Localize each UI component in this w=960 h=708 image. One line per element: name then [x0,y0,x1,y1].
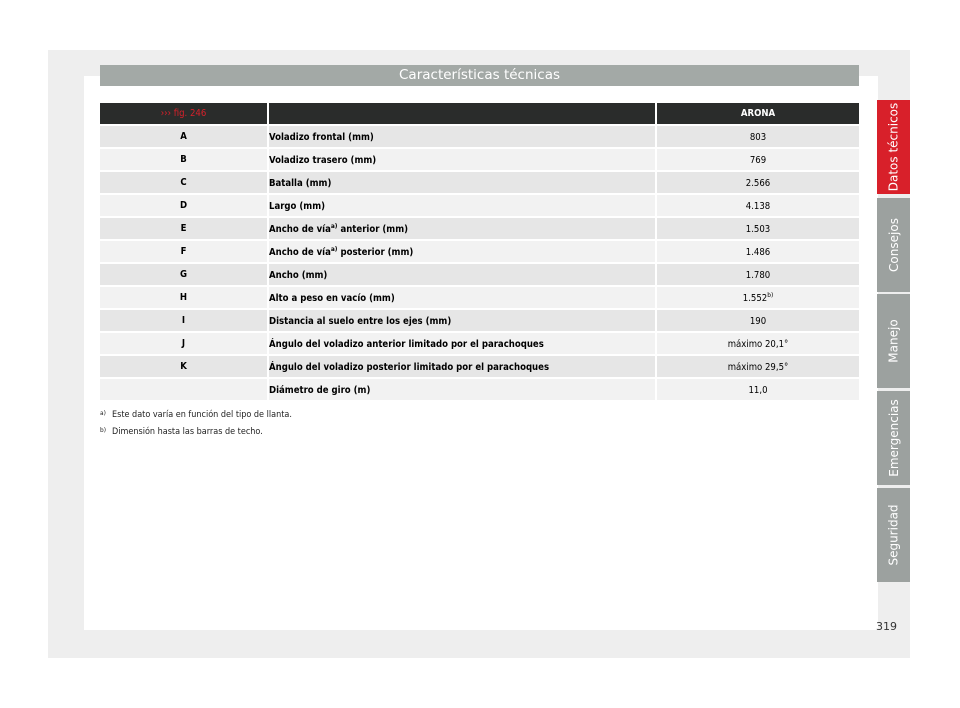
description-text: Voladizo frontal (mm) [269,132,374,143]
dimension-description [269,195,657,216]
dimension-key: E [100,218,269,239]
side-tab-label: Emergencias [886,399,901,477]
dimension-value [657,333,859,354]
value-text: 11,0 [748,385,768,396]
description-header [269,103,657,124]
value-text: 190 [749,316,767,327]
description-text: Alto a peso en vacío (mm) [269,293,395,304]
description-text-suffix: anterior (mm) [337,224,409,235]
dimension-key: H [100,287,269,308]
description-text: Ancho de vía [269,247,331,258]
section-title: Características técnicas [100,65,859,86]
table-row [100,310,859,331]
specs-table [100,101,859,402]
page-number: 319 [876,620,897,633]
dimension-description [269,172,657,193]
table-row [100,264,859,285]
value-text: 4.138 [745,201,771,212]
side-tab-label: Datos técnicos [886,102,901,192]
dimension-value [657,310,859,331]
value-text: 1.486 [745,247,771,258]
description-text: Diámetro de giro (m) [269,385,371,396]
dimension-key: C [100,172,269,193]
table-row [100,241,859,262]
description-text: Ángulo del voladizo anterior limitado por el parachoques [269,339,544,350]
dimension-value [657,264,859,285]
description-text: Distancia al suelo entre los ejes (mm) [269,316,452,327]
table-row [100,379,859,400]
table-row [100,218,859,239]
dimension-description [269,356,657,377]
dimension-key: J [100,333,269,354]
footnote-text: Este dato varía en función del tipo de llanta. [112,410,292,420]
description-text: Voladizo trasero (mm) [269,155,377,166]
table-row [100,149,859,170]
value-text: máximo 20,1° [727,339,789,350]
dimension-value [657,218,859,239]
footnote-mark: a) [100,409,106,417]
dimension-description [269,333,657,354]
side-tab-datos-técnicos[interactable] [877,100,910,194]
dimension-key: F [100,241,269,262]
value-text: 803 [749,132,767,143]
dimension-description [269,149,657,170]
description-text: Ángulo del voladizo posterior limitado por el parachoques [269,362,550,373]
dimension-key: K [100,356,269,377]
value-text: máximo 29,5° [727,362,789,373]
dimension-value [657,287,859,308]
value-text: 2.566 [745,178,771,189]
footnotes [100,409,292,443]
description-text: Batalla (mm) [269,178,332,189]
dimension-value [657,379,859,400]
dimension-key: D [100,195,269,216]
description-text: Largo (mm) [269,201,326,212]
dimension-description [269,310,657,331]
side-tab-label: Consejos [886,218,901,272]
figure-reference-link[interactable]: ››› fig. 246 [100,103,269,124]
table-row [100,333,859,354]
dimension-key [100,379,269,400]
dimension-key: A [100,126,269,147]
dimension-value [657,149,859,170]
footnote-mark: b) [100,426,106,434]
dimension-value [657,195,859,216]
footnote-marker: a) [330,245,338,253]
value-text: 769 [749,155,767,166]
description-text: Ancho de vía [269,224,331,235]
dimension-value [657,172,859,193]
table-body [100,126,859,400]
dimension-value [657,356,859,377]
dimension-key: G [100,264,269,285]
dimension-description [269,126,657,147]
side-tab-label: Seguridad [886,504,901,566]
dimension-key: I [100,310,269,331]
value-text: 1.780 [745,270,771,281]
side-tab-manejo[interactable] [877,294,910,388]
footnote-text: Dimensión hasta las barras de techo. [112,427,263,437]
dimension-value [657,241,859,262]
dimension-value [657,126,859,147]
description-text-suffix: posterior (mm) [337,247,414,258]
dimension-description [269,379,657,400]
table-row [100,356,859,377]
footnote [100,426,292,438]
side-tab-emergencias[interactable] [877,391,910,485]
value-text: 1.552 [742,293,768,304]
value-text: 1.503 [745,224,771,235]
value-footnote-marker: b) [767,291,774,299]
side-tab-consejos[interactable] [877,198,910,292]
table-row [100,172,859,193]
model-header: ARONA [657,103,859,124]
dimension-description [269,218,657,239]
dimension-description [269,241,657,262]
footnote [100,409,292,421]
dimension-description [269,287,657,308]
footnote-marker: a) [330,222,338,230]
side-tab-seguridad[interactable] [877,488,910,582]
dimension-key: B [100,149,269,170]
table-row [100,195,859,216]
side-tab-label: Manejo [886,319,901,363]
table-row [100,287,859,308]
table-header-row [100,103,859,124]
table-row [100,126,859,147]
description-text: Ancho (mm) [269,270,328,281]
dimension-description [269,264,657,285]
